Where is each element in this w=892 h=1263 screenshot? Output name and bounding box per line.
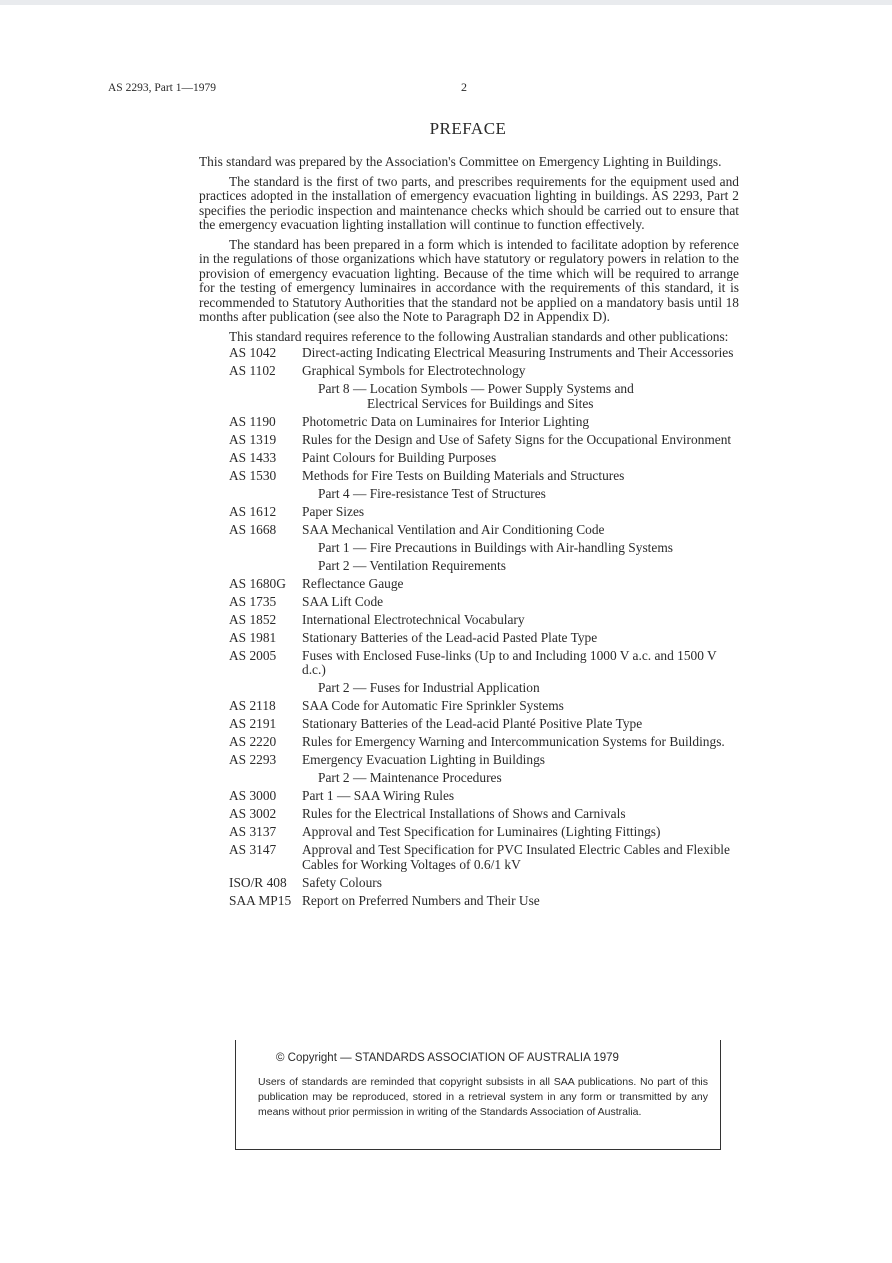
- reference-row: [229, 523, 739, 538]
- reference-code: AS 1852: [229, 611, 277, 627]
- copyright-title: © Copyright — STANDARDS ASSOCIATION OF AUSTRALIA 1979: [276, 1052, 619, 1064]
- reference-title: Stationary Batteries of the Lead-acid Planté Positive Plate Type: [302, 716, 643, 731]
- reference-code: AS 2005: [229, 647, 277, 663]
- reference-code: AS 2293: [229, 752, 277, 767]
- reference-code: AS 3147: [229, 842, 277, 857]
- reference-row: [229, 825, 739, 840]
- reference-list: [229, 346, 739, 908]
- reference-title: Direct-acting Indicating Electrical Measuring Instruments and Their Accessories: [302, 345, 734, 360]
- reference-code: AS 3002: [229, 806, 277, 821]
- reference-title: Emergency Evacuation Lighting in Buildings: [302, 752, 545, 767]
- reference-title: Fuses with Enclosed Fuse-links (Up to and Including 1000 V a.c. and 1500 V d.c.): [302, 647, 717, 677]
- copyright-box: [235, 1040, 721, 1150]
- copyright-text: Users of standards are reminded that copyright subsists in all SAA publications. No part of this publication may be reproduced, stored in a retrieval system in any form or transmitted by any means without prior permission in writing of the Standards Association of Australia.: [258, 1076, 708, 1118]
- reference-subpart: [229, 487, 739, 502]
- reference-title: Photometric Data on Luminaires for Interior Lighting: [302, 413, 590, 429]
- reference-title: SAA Mechanical Ventilation and Air Conditioning Code: [302, 521, 605, 537]
- reference-subpart: [229, 559, 739, 574]
- reference-row: [229, 505, 739, 520]
- reference-code: AS 1612: [229, 503, 277, 519]
- paragraph-1: This standard was prepared by the Association's Committee on Emergency Lighting in Buildings.: [199, 154, 722, 169]
- reference-row: [229, 451, 739, 466]
- reference-title: Paper Sizes: [302, 503, 365, 519]
- reference-row: [229, 753, 739, 768]
- reference-code: ISO/R 408: [229, 874, 287, 890]
- paragraph-3: The standard has been prepared in a form which is intended to facilitate adoption by reference in the regulations of those organizations which have statutory or regulatory powers in relation to the provision of emergency evacuation lighting. Because of the time which will be required to arrange for the testing of emergency luminaires in accordance with the requirements of this standard, it is recommended to Statutory Authorities that the standard not be applied on a mandatory basis until 18 months after publication (see also the Note to Paragraph D2 in Appendix D).: [199, 236, 739, 324]
- reference-subpart-text: Part 2 — Maintenance Procedures: [318, 770, 502, 785]
- reference-subpart: [229, 541, 739, 556]
- reference-subpart-text: Part 1 — Fire Precautions in Buildings with Air-handling Systems: [318, 539, 673, 555]
- reference-code: AS 2191: [229, 716, 277, 731]
- reference-row: [229, 894, 739, 909]
- reference-code: AS 1433: [229, 449, 277, 465]
- reference-title: Reflectance Gauge: [302, 575, 404, 591]
- reference-row: [229, 469, 739, 484]
- reference-code: AS 1190: [229, 413, 276, 429]
- reference-title: Stationary Batteries of the Lead-acid Pasted Plate Type: [302, 629, 598, 645]
- reference-code: SAA MP15: [229, 892, 292, 908]
- reference-title: Rules for the Design and Use of Safety Signs for the Occupational Environment: [302, 431, 732, 447]
- reference-code: AS 1102: [229, 363, 276, 378]
- running-header: AS 2293, Part 1—1979: [108, 82, 216, 94]
- reference-code: AS 1680G: [229, 575, 286, 591]
- reference-code: AS 1668: [229, 521, 277, 537]
- reference-row: [229, 807, 739, 822]
- reference-row: [229, 717, 739, 732]
- reference-row: [229, 577, 739, 592]
- reference-row: [229, 433, 739, 448]
- reference-subpart: [229, 397, 739, 412]
- reference-row: [229, 346, 739, 361]
- reference-row: [229, 789, 739, 804]
- reference-subpart-text: Part 4 — Fire-resistance Test of Structures: [318, 485, 546, 501]
- reference-subpart-text: Part 2 — Fuses for Industrial Application: [318, 680, 540, 695]
- reference-row: [229, 631, 739, 646]
- reference-row: [229, 876, 739, 891]
- reference-row: [229, 699, 739, 714]
- page-title: PREFACE: [429, 119, 507, 138]
- reference-subpart: [229, 382, 739, 397]
- reference-code: AS 1042: [229, 345, 277, 360]
- reference-subpart: [229, 771, 739, 786]
- reference-code: AS 1981: [229, 629, 277, 645]
- reference-title: Approval and Test Specification for Luminaires (Lighting Fittings): [302, 824, 661, 839]
- preface-body: [199, 155, 739, 912]
- reference-title: Rules for Emergency Warning and Intercommunication Systems for Buildings.: [302, 734, 725, 749]
- reference-row: [229, 613, 739, 628]
- reference-subpart-text: Part 8 — Location Symbols — Power Supply Systems and: [318, 381, 634, 396]
- reference-title: Paint Colours for Building Purposes: [302, 449, 497, 465]
- reference-row: [229, 364, 739, 379]
- reference-code: AS 1735: [229, 593, 277, 609]
- reference-code: AS 1319: [229, 431, 277, 447]
- reference-title: Safety Colours: [302, 874, 382, 890]
- reference-row: [229, 649, 739, 678]
- reference-title: SAA Lift Code: [302, 593, 384, 609]
- reference-title: Approval and Test Specification for PVC Insulated Electric Cables and Flexible Cables for Working Voltages of 0.6/1 kV: [302, 842, 730, 872]
- reference-row: [229, 843, 739, 872]
- reference-row: [229, 415, 739, 430]
- reference-code: AS 2118: [229, 698, 276, 713]
- reference-row: [229, 735, 739, 750]
- reference-title: Part 1 — SAA Wiring Rules: [302, 788, 455, 803]
- reference-title: SAA Code for Automatic Fire Sprinkler Systems: [302, 698, 564, 713]
- reference-code: AS 3137: [229, 824, 277, 839]
- reference-subpart: [229, 681, 739, 696]
- reference-code: AS 2220: [229, 734, 277, 749]
- reference-subpart-text: Part 2 — Ventilation Requirements: [318, 557, 506, 573]
- paragraph-4: This standard requires reference to the following Australian standards and other publications:: [229, 328, 729, 344]
- paragraph-2: The standard is the first of two parts, and prescribes requirements for the equipment used and practices adopted in the installation of emergency evacuation lighting in buildings. AS 2293, Part 2 specifies the periodic inspection and maintenance checks which should be carried out to ensure that the emergency evacuation lighting installation will continue to function effectively.: [199, 173, 739, 232]
- reference-title: International Electrotechnical Vocabulary: [302, 611, 525, 627]
- reference-code: AS 3000: [229, 788, 277, 803]
- top-band: [0, 0, 892, 5]
- reference-title: Methods for Fire Tests on Building Materials and Structures: [302, 467, 625, 483]
- reference-subpart-text: Electrical Services for Buildings and Sites: [367, 395, 594, 411]
- page-number: 2: [461, 80, 467, 94]
- reference-title: Graphical Symbols for Electrotechnology: [302, 363, 526, 378]
- reference-code: AS 1530: [229, 467, 277, 483]
- reference-title: Rules for the Electrical Installations of Shows and Carnivals: [302, 806, 626, 821]
- reference-row: [229, 595, 739, 610]
- reference-title: Report on Preferred Numbers and Their Use: [302, 892, 540, 908]
